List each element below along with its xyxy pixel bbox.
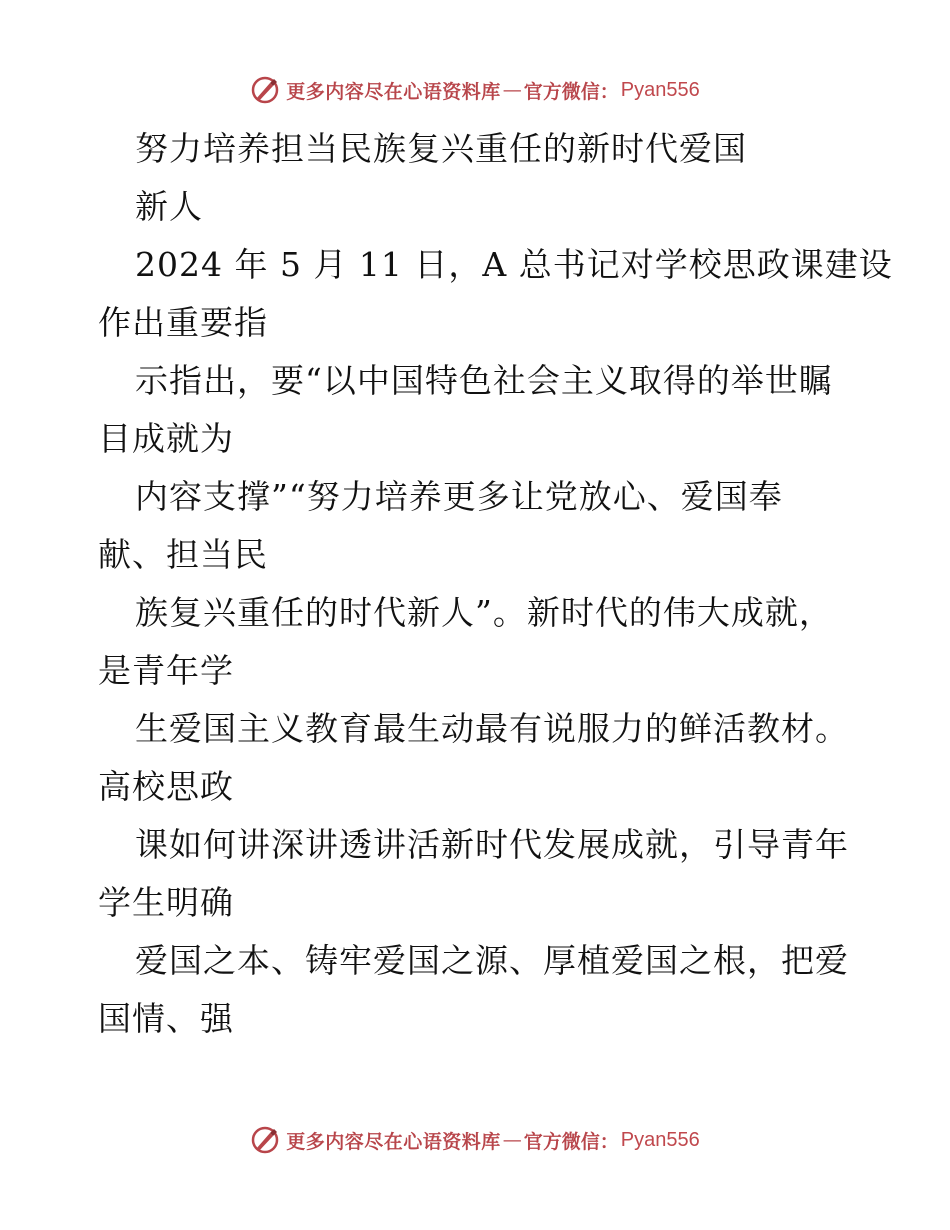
footer-brand-text: 更多内容尽在心语资料库 [286, 1130, 501, 1153]
header-banner [0, 70, 950, 110]
title-line-1: 努力培养担当民族复兴重任的新时代爱国 [135, 129, 747, 168]
footer-banner [0, 1120, 950, 1160]
paragraph-line: 目成就为 [98, 419, 234, 458]
pen-logo-icon [250, 75, 280, 105]
paragraph-line: 族复兴重任的时代新人”。新时代的伟大成就， [135, 593, 833, 632]
title-line-2: 新人 [135, 187, 203, 226]
paragraph-line: 作出重要指 [98, 303, 268, 342]
paragraph-line: 是青年学 [98, 651, 234, 690]
paragraph-line: 国情、强 [98, 999, 234, 1038]
paragraph-line: 生爱国主义教育最生动最有说服力的鲜活教材。 [135, 709, 849, 748]
paragraph-line: 内容支撑”“努力培养更多让党放心、爱国奉 [135, 477, 783, 516]
paragraph-line: 爱国之本、铸牢爱国之源、厚植爱国之根，把爱 [135, 941, 849, 980]
paragraph-line: 课如何讲深讲透讲活新时代发展成就，引导青年 [135, 825, 849, 864]
paragraph-line: 示指出，要“以中国特色社会主义取得的举世瞩 [135, 361, 833, 400]
pen-logo-icon [250, 1125, 280, 1155]
header-brand-text: 更多内容尽在心语资料库 [286, 80, 501, 103]
header-contact-id: Pyan556 [620, 78, 700, 101]
paragraph-line: 献、担当民 [98, 535, 268, 574]
paragraph-line: 高校思政 [98, 767, 234, 806]
footer-contact-id: Pyan556 [620, 1128, 700, 1151]
document-body [98, 120, 893, 1048]
paragraph-line: 2024 年 5 月 11 日，A 总书记对学校思政课建设 [135, 245, 893, 284]
paragraph-line: 学生明确 [98, 883, 234, 922]
header-separator: — [502, 79, 522, 101]
footer-contact-label: 官方微信： [523, 1130, 619, 1153]
header-contact-label: 官方微信： [523, 80, 619, 103]
footer-separator: — [502, 1129, 522, 1151]
